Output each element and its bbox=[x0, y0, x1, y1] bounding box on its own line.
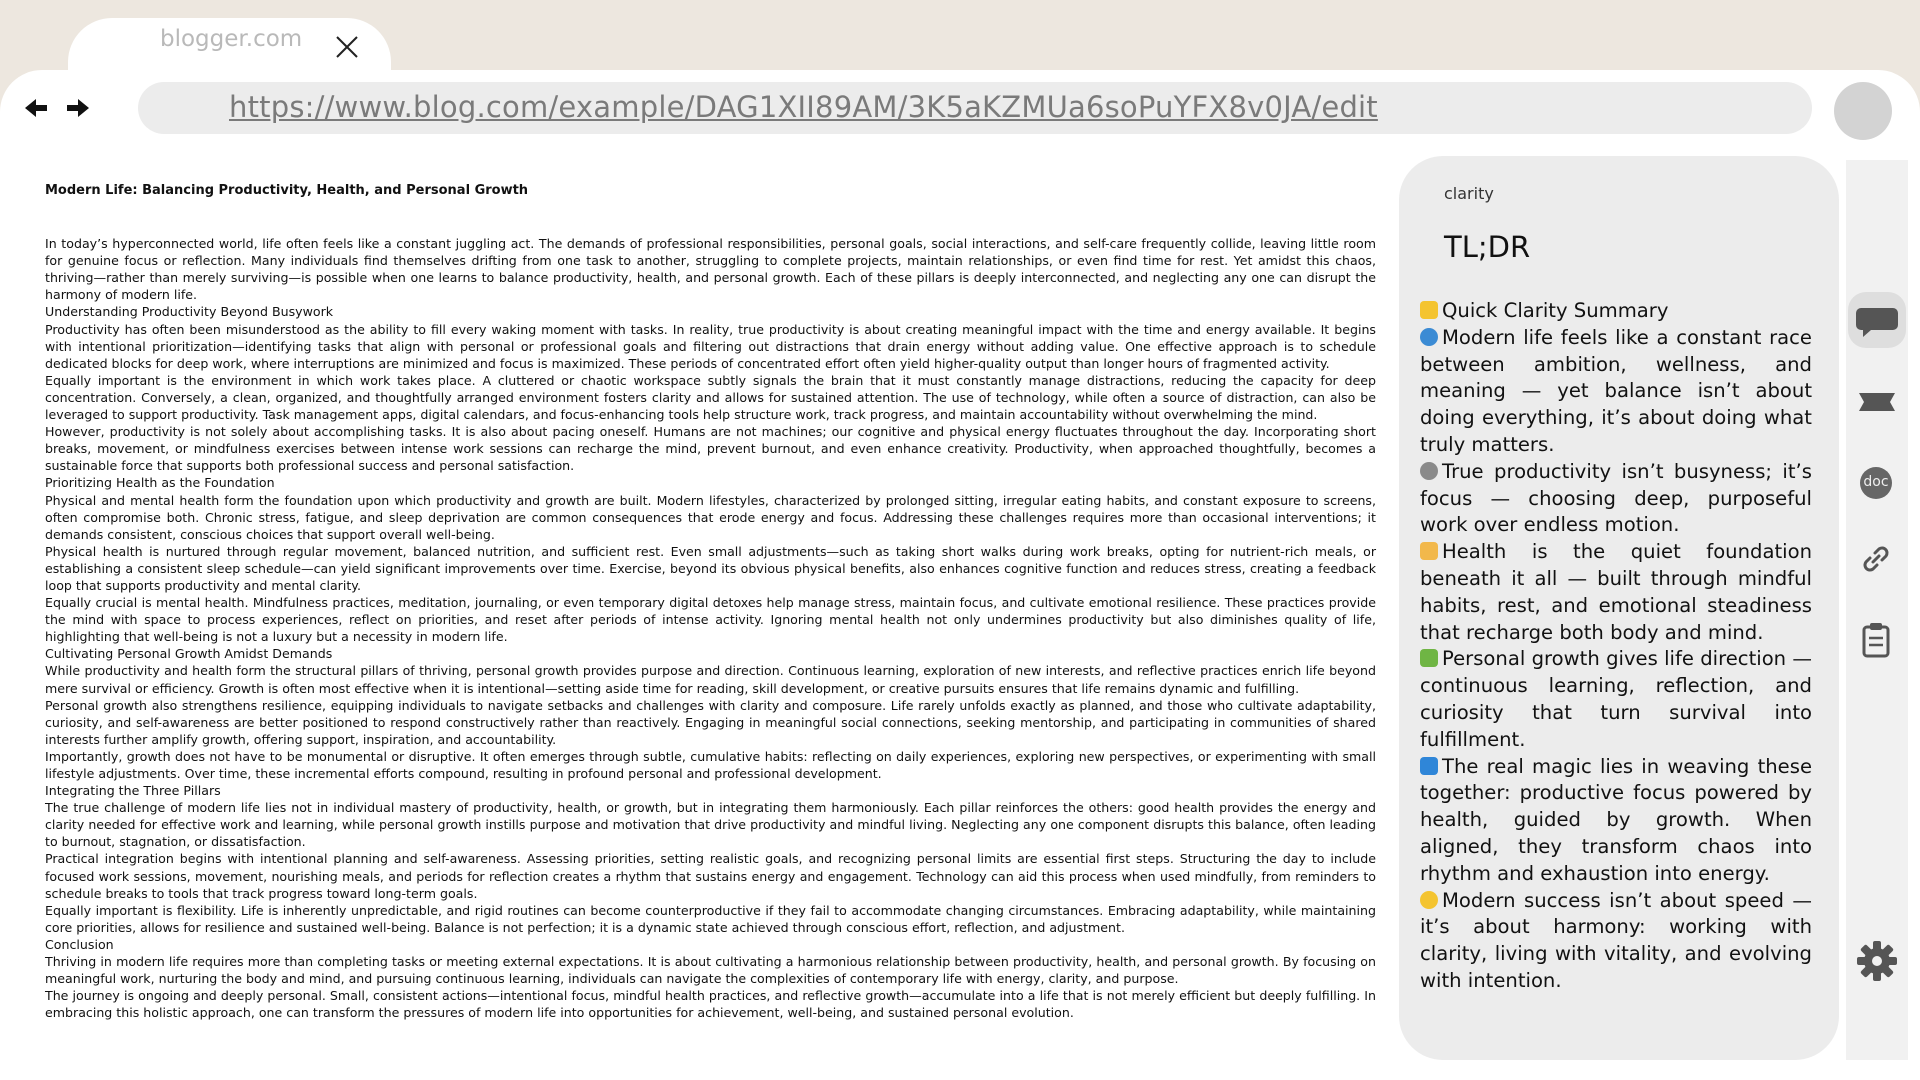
forward-arrow-icon[interactable] bbox=[65, 96, 91, 120]
panel-heading: TL;DR bbox=[1444, 230, 1531, 264]
right-rail bbox=[1846, 160, 1908, 1060]
summary-item: Modern life feels like a constant race between ambition, wellness, and meaning — yet balance isn’t about doing everything, it’s about doing what truly matters. bbox=[1420, 325, 1812, 456]
link-icon[interactable] bbox=[1859, 542, 1893, 576]
doc-paragraph: Productivity has often been misunderstood as the ability to fill every waking moment with tasks. In reality, true productivity is about creating meaningful impact with the time and energy available. It begins with intentional prioritization—identifying tasks that align with personal or professional goals and filtering out distractions that drain energy without adding value. One effective approach is to schedule dedicated blocks for deep work, where interruptions are minimized and focus is maximized. These periods of concentrated effort often yield higher-quality output than longer hours of fragmented activity. bbox=[45, 321, 1376, 371]
settings-gear-icon[interactable] bbox=[1856, 940, 1898, 982]
panel-name: clarity bbox=[1444, 184, 1494, 203]
doc-paragraph: Equally crucial is mental health. Mindfulness practices, meditation, journaling, or even temporary digital detoxes help manage stress, maintain focus, and cultivate emotional resilience. These practices provide the mind with space to process experiences, reflect on priorities, and reset after periods of intense activity. Ignoring mental health not only undermines productivity but also diminishes quality of life, highlighting that well-being is not a luxury but a necessity in modern life. bbox=[45, 595, 1376, 645]
section-heading: Understanding Productivity Beyond Busywork bbox=[45, 304, 334, 320]
cycle-arrows-icon bbox=[1420, 757, 1438, 775]
flexed-arm-icon bbox=[1420, 542, 1438, 560]
doc-paragraph: Thriving in modern life requires more than completing tasks or meeting external expectations. It is about cultivating a harmonious relationship between productivity, health, and personal growth. By focusing on meaningful work, nurturing the body and mind, and pursuing continuous learning, individuals can navigate the complexities of contemporary life with energy, clarity, and purpose. bbox=[45, 954, 1376, 987]
document-body bbox=[45, 182, 1376, 1021]
close-icon[interactable] bbox=[334, 34, 360, 60]
summary-item: Quick Clarity Summary bbox=[1420, 298, 1812, 325]
section-heading: Prioritizing Health as the Foundation bbox=[45, 475, 275, 491]
ribbon-icon[interactable] bbox=[1859, 391, 1895, 413]
doc-paragraph: Practical integration begins with intentional planning and self-awareness. Assessing priorities, setting realistic goals, and recognizing personal limits are essential first steps. Structuring the day to include focused work sessions, movement, nourishing meals, and periods for reflection creates a rhythm that sustains energy and engagement. Technology can aid this process when used mindfully, from reminders to schedule breaks to tools that track progress toward long-term goals. bbox=[45, 851, 1376, 901]
section-heading: Cultivating Personal Growth Amidst Demands bbox=[45, 646, 333, 662]
doc-paragraph: The journey is ongoing and deeply personal. Small, consistent actions—intentional focus, mindful health practices, and reflective growth—accumulate into a life that is not merely efficient but deeply fulfilling. In embracing this holistic approach, one can transform the pressures of modern life into opportunities for achievement, well-being, and sustained personal evolution. bbox=[45, 988, 1376, 1021]
doc-paragraph: Physical and mental health form the foundation upon which productivity and growth are built. Modern lifestyles, characterized by prolonged sitting, irregular eating habits, and constant exposure to screens, often compromise both. Chronic stress, fatigue, and sleep deprivation are common consequences that erode energy and focus. Addressing these challenges requires more than occasional interventions; it demands consistent, conscious choices that support overall well-being. bbox=[45, 492, 1376, 542]
summary-item: Personal growth gives life direction — continuous learning, reflection, and curiosity that turn survival into fulfillment. bbox=[1420, 647, 1812, 751]
sparkles-icon bbox=[1420, 301, 1438, 319]
doc-paragraph: Equally important is flexibility. Life is inherently unpredictable, and rigid routines can become counterproductive if they fail to accommodate changing circumstances. Embracing adaptability, while maintaining core priorities, allows for resilience and sustained well-being. Balance is not perfection; it is a dynamic state achieved through conscious effort, reflection, and adjustment. bbox=[45, 902, 1376, 935]
summary-item: True productivity isn’t busyness; it’s focus — choosing deep, purposeful work over endless motion. bbox=[1420, 459, 1812, 537]
doc-paragraph: While productivity and health form the structural pillars of thriving, personal growth provides purpose and direction. Continuous learning, exploration of new interests, and reflective practices enrich life beyond mere survival or efficiency. Growth is often most effective when it is intentional—setting aside time for reading, skill development, or creative pursuits ensures that life remains dynamic and fulfilling. bbox=[45, 663, 1376, 696]
globe-icon bbox=[1420, 328, 1438, 346]
summary-list bbox=[1420, 298, 1812, 995]
address-bar[interactable] bbox=[138, 82, 1812, 134]
summary-item: Modern success isn’t about speed — it’s about harmony: working with clarity, living with vitality, and evolving with intention. bbox=[1420, 888, 1812, 992]
section-heading: Conclusion bbox=[45, 936, 114, 952]
doc-paragraph: Personal growth also strengthens resilience, equipping individuals to navigate setbacks and challenges with clarity and composure. Life rarely unfolds exactly as planned, and those who cultivate adaptability, curiosity, and self-awareness are better positioned to respond constructively rather than reactively. Engaging in meaningful social connections, seeking mentorship, and participating in communities of shared interests further amplify growth, offering support, inspiration, and accountability. bbox=[45, 697, 1376, 747]
doc-paragraph: However, productivity is not solely about accomplishing tasks. It is also about pacing oneself. Humans are not machines; our cognitive and physical energy fluctuates throughout the day. Incorporating short breaks, movement, or mindfulness exercises between intense work sessions can recharge the mind, prevent burnout, and even enhance creativity. Productivity, when approached thoughtfully, becomes a sustainable force that supports both professional success and personal satisfaction. bbox=[45, 424, 1376, 474]
doc-paragraph: In today’s hyperconnected world, life often feels like a constant juggling act. The demands of professional responsibilities, personal goals, social interactions, and self-care frequently collide, leaving little room for genuine focus or reflection. Many individuals find themselves drifting from one task to another, struggling to complete projects, maintain relationships, or even find time for rest. Yet amidst this chaos, thriving—rather than merely surviving—is possible when one learns to balance productivity, health, and personal growth. Each of these pillars is deeply interconnected, and neglecting any one can disrupt the harmony of modern life. bbox=[45, 236, 1376, 303]
doc-icon[interactable] bbox=[1859, 466, 1893, 500]
section-heading: Integrating the Three Pillars bbox=[45, 783, 221, 799]
gear-icon bbox=[1420, 462, 1438, 480]
clarity-panel bbox=[1399, 156, 1839, 1060]
back-arrow-icon[interactable] bbox=[23, 96, 49, 120]
doc-paragraph: The true challenge of modern life lies not in individual mastery of productivity, health, or growth, but in integrating them harmoniously. Each pillar reinforces the others: good health provides the energy and clarity needed for effective work and learning, while personal growth instills purpose and motivation that drive productivity and mindful living. Neglecting any one component disrupts this balance, often leading to burnout, stagnation, or dissatisfaction. bbox=[45, 800, 1376, 850]
chat-bubble-icon[interactable] bbox=[1848, 292, 1906, 348]
doc-paragraph: Importantly, growth does not have to be monumental or disruptive. It often emerges through subtle, cumulative habits: reflecting on daily experiences, exploring new perspectives, or experimenting with small lifestyle adjustments. Over time, these incremental efforts compound, resulting in profound personal and professional development. bbox=[45, 748, 1376, 781]
avatar[interactable] bbox=[1834, 82, 1892, 140]
url-text[interactable]: https://www.blog.com/example/DAG1XII89AM/3K5aKZMUa6soPuYFX8v0JA/edit bbox=[229, 90, 1378, 124]
seedling-icon bbox=[1420, 649, 1438, 667]
star-icon bbox=[1420, 891, 1438, 909]
document-title: Modern Life: Balancing Productivity, Health, and Personal Growth bbox=[45, 183, 529, 198]
tab-title: blogger.com bbox=[160, 26, 303, 52]
doc-paragraph: Equally important is the environment in which work takes place. A cluttered or chaotic workspace subtly signals the brain that it must constantly manage distractions, reducing the capacity for deep concentration. Conversely, a clean, organized, and thoughtfully arranged environment fosters clarity and allows for sustained attention. The use of technology, while often a source of distraction, can also be leveraged to support productivity. Task management apps, digital calendars, and focus-enhancing tools help structure work, track progress, and maintain accountability without overwhelming the mind. bbox=[45, 372, 1376, 423]
clipboard-icon[interactable] bbox=[1861, 622, 1891, 658]
summary-item: Health is the quiet foundation beneath it all — built through mindful habits, rest, and emotional steadiness that recharge both body and mind. bbox=[1420, 540, 1812, 644]
doc-icon-label: doc bbox=[1863, 474, 1889, 490]
doc-paragraph: Physical health is nurtured through regular movement, balanced nutrition, and sufficient rest. Even small adjustments—such as taking short walks during work breaks, opting for nutrient-rich meals, or establishing a consistent sleep schedule—can yield significant improvements over time. Exercise, beyond its obvious physical benefits, also enhances cognitive function and reduces stress, creating a feedback loop that supports productivity and mental clarity. bbox=[45, 543, 1376, 593]
summary-item: The real magic lies in weaving these together: productive focus powered by health, guided by growth. When aligned, they transform chaos into rhythm and exhaustion into energy. bbox=[1420, 754, 1812, 885]
